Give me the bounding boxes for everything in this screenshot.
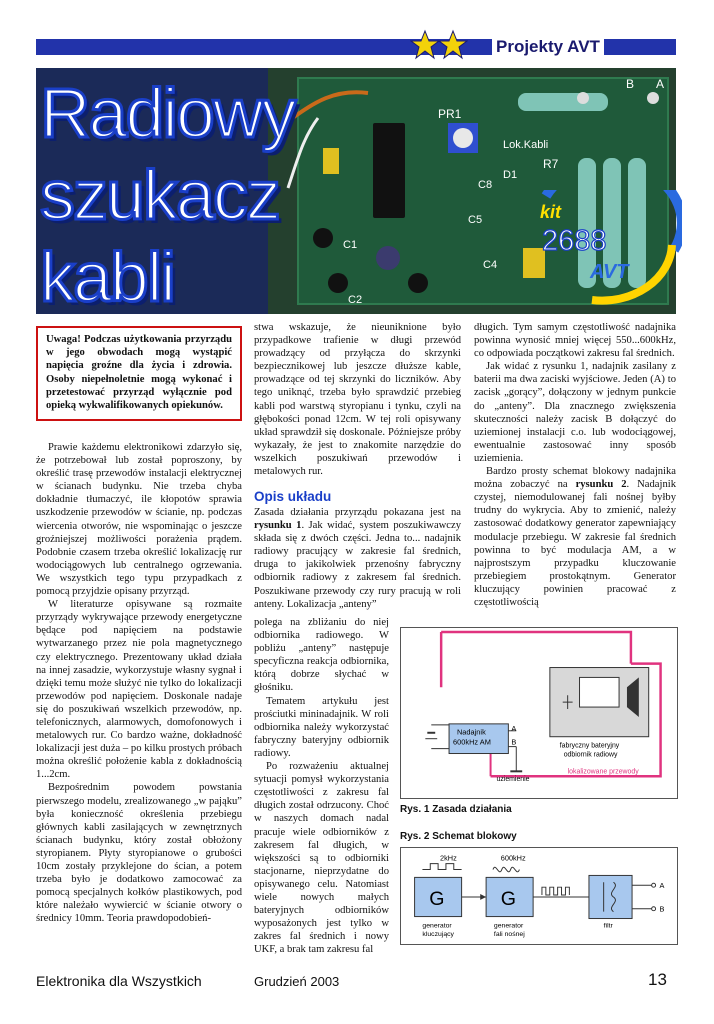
transmitter-label: 600kHz AM xyxy=(453,737,491,747)
kit-label: kit xyxy=(540,202,562,222)
paragraph xyxy=(254,506,461,611)
issue-date: Grudzień 2003 xyxy=(254,974,340,989)
block-label: fali nośnej xyxy=(493,931,525,939)
paragraph: Tematem artykułu jest prościutki mininadajnik. W roli odbiornika należy wykorzystać fabryczny bateryjny odbiornik radiowy. xyxy=(254,695,389,759)
section-title: Projekty AVT xyxy=(492,37,604,57)
paragraph: Po rozważeniu aktualnej sytuacji pomysł wykorzystania częstotliwości z zakresu fal długich został odrzucony. Choć w naszych domach nadal pracuje wiele odbiorników z zakresem fal długich, w większości są to odbiorniki stacjonarne, nieprzydatne do opisywanego celu. Natomiast wiele nowych małych bateryjnych odbiorników wyposażonych jest tylko w zakres fal średnich i nowy UKF, a brak tam zakresu fal xyxy=(254,761,389,956)
magazine-name: Elektronika dla Wszystkich xyxy=(36,973,202,989)
column-2-middle xyxy=(254,506,461,611)
generator-symbol: G xyxy=(429,887,445,910)
pcb-label: C5 xyxy=(468,214,483,226)
text-run: Zasada działania przyrządu pokazana jest na xyxy=(254,507,461,518)
paragraph xyxy=(474,465,676,609)
pcb-label: A xyxy=(656,77,665,91)
block-label: generator xyxy=(422,922,452,930)
pcb-label: D1 xyxy=(503,169,518,181)
figure-2-caption: Rys. 2 Schemat blokowy xyxy=(400,831,517,842)
paragraph: Jak widać z rysunku 1, nadajnik zasilany z baterii ma dwa zaciski wyjściowe. Jeden (A) to zacisk „gorący”, dołączony w jednym punkcie do „anteny”. Dla znacznego zwiększenia skuteczności należy zacisk B dołączyć do uziemionej instalacji c.o. lub wodociągowej, ewentualnie zastosować inny sposób uziemienia. xyxy=(474,361,676,464)
pcb-label: B xyxy=(626,77,635,91)
pcb-label: C4 xyxy=(483,259,498,271)
column-2-top xyxy=(254,321,461,478)
pcb-label: R7 xyxy=(543,157,559,171)
section-heading: Opis układu xyxy=(254,489,332,504)
ground-label: uziemienie xyxy=(496,776,530,784)
warning-text: Uwaga! Podczas użytkowania przyrządu w jego obwodach mogą wystąpić napięcia groźne dla życia i zdrowia. Osoby niepełnoletnie mogą wykonać i przetestować przyrząd wyłącznie pod opieką wykwalifikowanych opiekunów. xyxy=(46,334,232,412)
pcb-label: C8 xyxy=(478,179,493,191)
output-label: A xyxy=(659,881,665,891)
paragraph: W literaturze opisywane są rozmaite przyrządy wykrywające przewody energetyczne będące pod napięciem na podstawie wytwarzanego przez nie pola magnetycznego czy elektrycznego. Prezentowany układ działa na innej zasadzie, wykorzystuje własny sygnał i dzięki temu może służyć nie tylko do lokalizacji przewodów pod napięciem. Doskonale nadaje się do poszukiwań wszelkich przewodów, np. telefonicznych, alarmowych, domofonowych i metalowych rur. Co bardzo ważne, dokładność lokalizacji jest duża – po kilku prostych próbach można określić położenie kabla z dokładnością 1...2cm. xyxy=(36,599,242,781)
column-2-narrow xyxy=(254,616,389,956)
receiver-label: odbiornik radiowy xyxy=(563,751,618,759)
figure-1-caption: Rys. 1 Zasada działania xyxy=(400,804,512,815)
text-run: . Nadajnik czystej, niemodulowanej fali nośnej byłby trudny do wykrycia. Aby to zmienić, należy zastosować dodatkowy generator zapewniający modulacje przebiegu. W zakresie fal średnich powinna to być modulacja AM, a w najprostszym przypadku kluczowanie przebiegiem prostokątnym. Generator kluczujący powinien pracować z częstotliwością xyxy=(474,479,676,608)
frequency-label: 600kHz xyxy=(500,853,526,863)
block-label: generator xyxy=(493,922,524,930)
receiver-label: fabryczny bateryjny xyxy=(559,742,620,750)
terminal-label: B xyxy=(511,737,517,747)
title-line: Radiowy xyxy=(40,74,295,152)
stars-icon xyxy=(410,29,468,61)
figure-reference: rysunku 1 xyxy=(254,520,302,532)
output-label: B xyxy=(659,904,665,914)
figure-2-diagram xyxy=(400,847,678,945)
page-number: 13 xyxy=(648,970,667,989)
title-line: kabli xyxy=(40,238,174,314)
kit-logo xyxy=(532,190,682,310)
transmitter-label: Nadajnik xyxy=(456,727,486,737)
block-label: filtr xyxy=(603,922,613,930)
kit-brand: AVT xyxy=(590,261,629,283)
paragraph: długich. Tym samym częstotliwość nadajnika powinna wynosić mniej więcej 550...600kHz, co odpowiada początkowi zakresu fal średnich. xyxy=(474,322,676,360)
pcb-label: C2 xyxy=(348,294,363,306)
title-line: szukacz xyxy=(40,156,279,234)
generator-symbol: G xyxy=(500,887,517,910)
paragraph: polega na zbliżaniu do niej odbiornika radiowego. W pobliżu „anteny” następuje specyficzna reakcja odbiornika, którą dobrze słychać w głośniku. xyxy=(254,617,389,694)
pcb-label: Lok.Kabli xyxy=(503,139,549,151)
column-3 xyxy=(474,321,676,609)
wire-label: lokalizowane przewody xyxy=(567,768,639,776)
column-1 xyxy=(36,441,242,925)
text-run: . Jak widać, system poszukiwawczy składa się z dwóch części. Jedna to... nadajnik radiowy pracujący w zakresie fal średnich, druga to jakikolwiek przenośny fabryczny odbiornik radiowy z zakresem fal średnich. Poszukiwane przewody czy rury pracują w roli anteny. Lokalizacja „anteny” xyxy=(254,520,461,610)
frequency-label: 2kHz xyxy=(440,853,457,863)
paragraph: Prawie każdemu elektronikowi zdarzyło się, że potrzebował lub został poproszony, by określić trasę przewodów instalacji elektrycznej w ścianach budynku. Nie trzeba chyba dokładnie tłumaczyć, ile kłopotów sprawia uszkodzenie przewodów w ścianie, np. podczas wiercenia otworów, nie wspominając o jeszcze groźniejszej możliwości porażenia prądem. Podobnie czasem trzeba określić lokalizację rur wodociągowych lub centralnego ogrzewania. We wszystkich tego typu przypadkach z pomocą przyjdzie opisany przyrząd. xyxy=(36,442,242,598)
paragraph: Bezpośrednim powodem powstania pierwszego modelu, zrealizowanego „w pająku” była konieczność określenia przebiegu głównych kabli zasilających w zewnętrznych ścianach budynku, który został obłożony styropianem. Płyty styropianowe o grubości 10cm zostały przyklejone do ścian, a potem trzeba było je dodatkowo zamocować za pomocą specjalnych kołków plastikowych, pod które należało wywiercić w ścianie otwory o średnicy 10mm. Teoria prawdopodobień- xyxy=(36,782,242,925)
text-run: Bardzo prosty schemat blokowy nadajnika można zobaczyć na xyxy=(474,466,676,491)
terminal-label: A xyxy=(511,723,517,733)
pcb-label: PR1 xyxy=(438,107,462,121)
figure-reference: rysunku 2 xyxy=(575,479,627,491)
block-label: kluczujący xyxy=(422,931,455,939)
warning-box xyxy=(36,326,242,421)
figure-1-diagram xyxy=(400,627,678,799)
pcb-label: C1 xyxy=(343,239,358,251)
kit-number: 2688 xyxy=(542,225,607,257)
paragraph: stwa wskazuje, że nieuniknione było przypadkowe trafienie w długi przewód prowadzący od przyłącza do skrzynki bezpiecznikowej lub jeszcze dłuższe kable, prowadzące od tej skrzynki do liczników. Aby tego uniknąć, trzeba było sprawdzić przebieg kabli pod warstwą styropianu i tynku, czyli na głębokości ponad 12cm. W tej roli opisywany układ sprawdził się doskonale. Późniejsze próby wykazały, że jest to znakomite narzędzie do wszelkich poszukiwań przewodów i metalowych rur. xyxy=(254,322,461,478)
